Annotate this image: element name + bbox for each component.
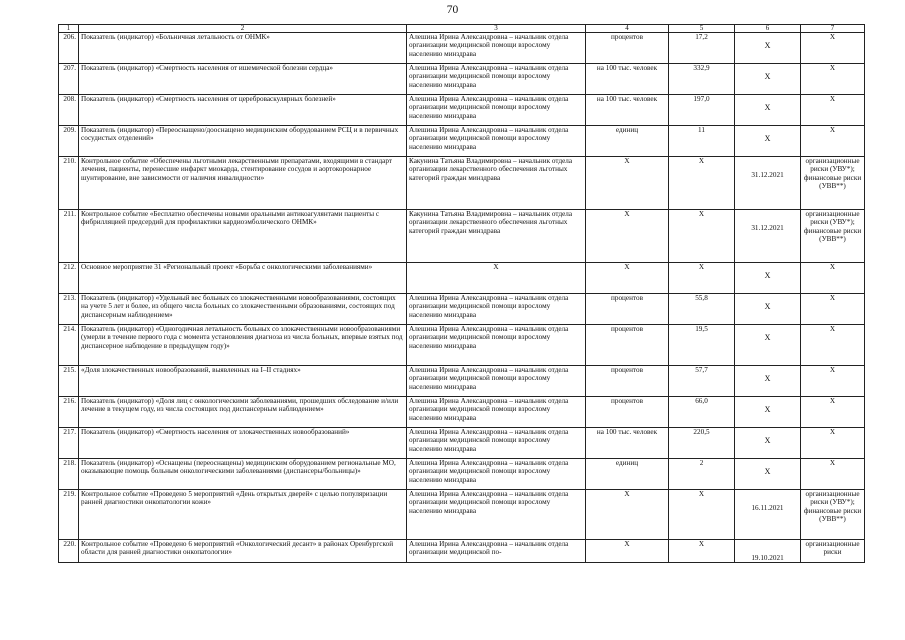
row-responsible: Какунина Татьяна Владимировна – начальник отдела организации лекарственного обеспечения льготных категорий граждан минздрава [407,157,586,210]
table-row [59,157,865,210]
table-row [59,325,865,366]
row-risk [801,428,865,459]
row-risk-text: X [829,397,836,405]
row-risk [801,210,865,263]
row-risk-text: организационные риски [805,540,860,557]
row-value: 57,7 [669,366,735,397]
table-row [59,459,865,490]
row-risk [801,490,865,540]
row-risk [801,294,865,325]
row-number: 216. [59,397,79,428]
row-deadline [735,366,801,397]
row-description: Показатель (индикатор) «Удельный вес больных со злокачественными новообразованиями, состоящих на учете 5 лет и более, из общего числа больных со злокачественными образованиями, состоящих под диспансерным наблюдением» [79,294,407,325]
table-row [59,210,865,263]
row-responsible: X [407,263,586,294]
page-number: 70 [446,4,459,16]
row-number: 208. [59,95,79,126]
row-responsible: Какунина Татьяна Владимировна – начальник отдела организации лекарственного обеспечения льготных категорий граждан минздрава [407,210,586,263]
row-description: Основное мероприятие 31 «Региональный проект «Борьба с онкологическими заболеваниями» [79,263,407,294]
row-description: «Доля злокачественных новообразований, выявленных на I–II стадиях» [79,366,407,397]
row-responsible: Алешина Ирина Александровна – начальник отдела организации медицинской помощи взрослому населению минздрава [407,325,586,366]
row-value: X [669,540,735,563]
row-description: Показатель (индикатор) «Одногодичная летальность больных со злокачественными новообразованиями (умерли в течение первого года с момента установления диагноза из числа больных, впервые взятых под диспансерное наблюдение в предыдущем году)» [79,325,407,366]
row-risk-text: X [829,325,836,333]
row-unit: X [586,263,669,294]
row-risk [801,540,865,563]
row-number: 206. [59,33,79,64]
row-value: 2 [669,459,735,490]
column-number: 1 [59,25,79,33]
row-deadline [735,428,801,459]
row-deadline-text: 16.11.2021 [751,504,784,512]
row-responsible: Алешина Ирина Александровна – начальник отдела организации медицинской помощи взрослому населению минздрава [407,366,586,397]
row-deadline-text: X [764,374,771,383]
table-row [59,490,865,540]
row-value: 19,5 [669,325,735,366]
row-unit: на 100 тыс. человек [586,428,669,459]
row-risk [801,459,865,490]
row-deadline [735,294,801,325]
row-unit: на 100 тыс. человек [586,64,669,95]
row-risk-text: X [829,459,836,467]
row-number: 219. [59,490,79,540]
row-value: 220,5 [669,428,735,459]
row-deadline [735,157,801,210]
row-number: 209. [59,126,79,157]
row-deadline-text: X [764,72,771,81]
column-number-row [59,25,865,33]
row-unit: единиц [586,126,669,157]
row-number: 215. [59,366,79,397]
row-unit: процентов [586,33,669,64]
row-risk-text: X [829,294,836,302]
row-value: X [669,490,735,540]
row-deadline [735,95,801,126]
table-row [59,33,865,64]
row-deadline [735,397,801,428]
row-deadline-text: 31.12.2021 [751,224,784,232]
row-responsible: Алешина Ирина Александровна – начальник отдела организации медицинской по- [407,540,586,563]
row-number: 212. [59,263,79,294]
row-unit: процентов [586,366,669,397]
row-responsible: Алешина Ирина Александровна – начальник отдела организации медицинской помощи взрослому населению минздрава [407,95,586,126]
row-risk [801,157,865,210]
row-deadline [735,490,801,540]
row-unit: X [586,210,669,263]
row-number: 217. [59,428,79,459]
row-risk-text: организационные риски (УВУ*); финансовые риски (УВВ**) [803,157,862,191]
row-risk-text: X [829,95,836,103]
row-risk-text: X [829,33,836,41]
row-number: 207. [59,64,79,95]
row-deadline-text: X [764,436,771,445]
row-description: Показатель (индикатор) «Оснащены (переоснащены) медицинским оборудованием региональные МО, оказывающие помощь больным онкологическими заболеваниями (диспансеры/больницы)» [79,459,407,490]
column-number: 2 [79,25,407,33]
row-unit: X [586,157,669,210]
row-risk-text: организационные риски (УВУ*); финансовые риски (УВВ**) [803,490,862,524]
row-description: Показатель (индикатор) «Смертность населения от цереброваскулярных болезней» [79,95,407,126]
column-number: 5 [669,25,735,33]
row-number: 220. [59,540,79,563]
row-risk-text: X [829,366,836,374]
row-risk [801,263,865,294]
row-risk [801,366,865,397]
table-row [59,397,865,428]
row-risk [801,397,865,428]
table-row [59,366,865,397]
row-number: 213. [59,294,79,325]
row-unit: на 100 тыс. человек [586,95,669,126]
row-unit: процентов [586,294,669,325]
table-row [59,263,865,294]
row-responsible: Алешина Ирина Александровна – начальник отдела организации медицинской помощи взрослому населению минздрава [407,459,586,490]
row-responsible: Алешина Ирина Александровна – начальник отдела организации медицинской помощи взрослому населению минздрава [407,294,586,325]
row-value: X [669,263,735,294]
column-number: 3 [407,25,586,33]
row-number: 210. [59,157,79,210]
row-value: X [669,210,735,263]
row-responsible: Алешина Ирина Александровна – начальник отдела организации медицинской помощи взрослому населению минздрава [407,33,586,64]
row-deadline-text: X [764,333,771,342]
row-responsible: Алешина Ирина Александровна – начальник отдела организации медицинской помощи взрослому населению минздрава [407,397,586,428]
row-value: 17,2 [669,33,735,64]
row-responsible: Алешина Ирина Александровна – начальник отдела организации медицинской помощи взрослому населению минздрава [407,490,586,540]
row-unit: процентов [586,397,669,428]
row-unit: процентов [586,325,669,366]
row-value: 332,9 [669,64,735,95]
row-number: 214. [59,325,79,366]
row-deadline-text: 19.10.2021 [751,554,784,562]
row-risk [801,325,865,366]
row-description: Показатель (индикатор) «Смертность населения от ишемической болезни сердца» [79,64,407,95]
row-unit: X [586,540,669,563]
row-value: 197,0 [669,95,735,126]
row-deadline-text: 31.12.2021 [751,171,784,179]
row-description: Показатель (индикатор) «Больничная летальность от ОНМК» [79,33,407,64]
table-row [59,126,865,157]
row-deadline [735,210,801,263]
column-number: 7 [801,25,865,33]
row-deadline [735,325,801,366]
row-value: 11 [669,126,735,157]
row-risk-text: X [829,428,836,436]
row-unit: X [586,490,669,540]
row-deadline [735,459,801,490]
row-value: 55,8 [669,294,735,325]
row-deadline-text: X [764,134,771,143]
row-responsible: Алешина Ирина Александровна – начальник отдела организации медицинской помощи взрослому населению минздрава [407,428,586,459]
column-number: 6 [735,25,801,33]
row-number: 211. [59,210,79,263]
row-deadline [735,64,801,95]
row-responsible: Алешина Ирина Александровна – начальник отдела организации медицинской помощи взрослому населению минздрава [407,126,586,157]
row-description: Показатель (индикатор) «Переоснащено/дооснащено медицинским оборудованием РСЦ и в первичных сосудистых отделений» [79,126,407,157]
table-row [59,428,865,459]
row-deadline [735,263,801,294]
row-description: Показатель (индикатор) «Смертность населения от злокачественных новообразований» [79,428,407,459]
table-row [59,95,865,126]
table-row [59,64,865,95]
row-deadline [735,540,801,563]
row-description: Показатель (индикатор) «Доля лиц с онкологическими заболеваниями, прошедших обследование и/или лечение в текущем году, из числа состоящих под диспансерным наблюдением» [79,397,407,428]
row-risk [801,126,865,157]
row-number: 218. [59,459,79,490]
row-description: Контрольное событие «Обеспечены льготными лекарственными препаратами, входящими в стандарт лечения, пациенты, перенесшие инфаркт миокарда, стентирование сосудов и аортокоронарное шунтирование, вне зависимости от наличия инвалидности» [79,157,407,210]
row-description: Контрольное событие «Проведено 5 мероприятий «День открытых дверей» с целью популяризации ранней диагностики онкопатологии кожи» [79,490,407,540]
row-deadline [735,126,801,157]
row-deadline-text: X [764,467,771,476]
row-value: X [669,157,735,210]
row-risk-text: организационные риски (УВУ*); финансовые риски (УВВ**) [803,210,862,244]
row-risk-text: X [829,126,836,134]
row-description: Контрольное событие «Бесплатно обеспечены новыми оральными антикоагулянтами пациенты с фибрилляцией предсердий для профилактики кардиоэмболического ОНМК» [79,210,407,263]
row-deadline-text: X [764,405,771,414]
row-risk [801,33,865,64]
row-risk [801,95,865,126]
row-risk [801,64,865,95]
column-number: 4 [586,25,669,33]
row-deadline-text: X [764,302,771,311]
row-responsible: Алешина Ирина Александровна – начальник отдела организации медицинской помощи взрослому населению минздрава [407,64,586,95]
table-row [59,540,865,563]
row-risk-text: X [829,64,836,72]
row-deadline-text: X [764,271,771,280]
row-deadline [735,33,801,64]
row-deadline-text: X [764,41,771,50]
row-risk-text: X [829,263,836,271]
row-unit: единиц [586,459,669,490]
plan-table [58,24,865,563]
row-deadline-text: X [764,103,771,112]
table-row [59,294,865,325]
row-value: 66,0 [669,397,735,428]
row-description: Контрольное событие «Проведено 6 мероприятий «Онкологический десант» в районах Оренбургской области для ранней диагностики онкопатологии» [79,540,407,563]
